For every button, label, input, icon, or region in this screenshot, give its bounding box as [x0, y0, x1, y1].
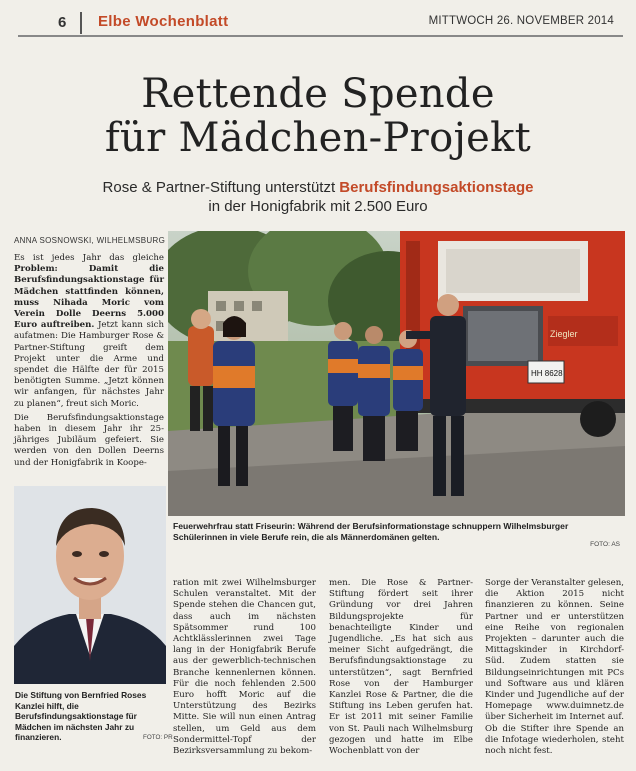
intro-text: Jetzt kann sich aufatmen: Die Hamburger Rose & Partner-Stiftung greift dem Projekt unter die Arme und spendet die Hälfte der für 2015 benötigten Summe. „Jetzt können wir anfangen, für nächstes Jahr zu planen“, freut sich Moric. — [14, 320, 165, 409]
portrait-caption: Die Stiftung von Bernfried Roses Kanzlei hilft, die Berufsfindungsaktionstage für Mädchen im nächsten Jahr zu finanzieren. — [15, 690, 147, 743]
fire-brigade-photo — [168, 231, 625, 516]
headline-line-1: Rettende Spende — [141, 71, 495, 117]
subheadline-line-2: in der Honigfabrik mit 2.500 Euro — [208, 198, 428, 215]
subheadline-highlight: Berufsfindungsaktionstage — [339, 179, 534, 196]
intro-lead: Es ist jedes Jahr das gleiche — [14, 253, 164, 263]
body-paragraph: men. Die Rose & Partner-Stiftung fördert seit ihrer Gründung vor drei Jahren Bildungsprojekte für benachteiligte Kinder und Jugendliche. „Es hat sich aus meiner Sicht aufgedrängt, die Berufsfindungsaktionstage zu unterstützen“, sagt Bernfried Rose von der Hamburger Kanzlei Rose & Partner, die die Stiftung ins Leben gerufen hat. Er ist 2011 mit seiner Familie von St. Pauli nach Wilhelmsburg gezogen und hatte im Elbe Wochenblatt von der — [329, 578, 473, 757]
page-number: 6 — [58, 14, 67, 31]
header-rule — [18, 35, 623, 37]
subheadline — [0, 178, 636, 216]
body-column-3 — [485, 578, 624, 757]
main-photo-credit: FOTO: AS — [590, 541, 620, 548]
intro-lead-bold: Problem: Damit die Berufsfindungsaktionstage für Mädchen stattfinden können, muss Nihada Moric vom Verein Dolle Deerns 5.000 Euro auftreiben. — [14, 264, 164, 331]
subheadline-text: Rose & Partner-Stiftung unterstützt — [102, 179, 340, 196]
truck-sign: Ziegler — [550, 329, 578, 339]
newspaper-name: Elbe Wochenblatt — [98, 13, 229, 30]
intro-paragraph-1 — [14, 253, 164, 410]
portrait-credit: FOTO: PR — [143, 734, 173, 741]
byline: ANNA SOSNOWSKI, WILHELMSBURG — [14, 236, 166, 245]
body-column-2 — [329, 578, 473, 757]
header-separator — [80, 12, 82, 34]
license-plate: HH 8628 — [531, 369, 563, 378]
intro-paragraph-2: Die Berufsfindungsaktionstage haben in diesem Jahr ihr 25-jähriges Jubiläum gefeiert. Sie werden von den Dollen Deerns und der Honigfabrik in Koope- — [14, 412, 164, 468]
main-photo — [168, 231, 625, 516]
headline — [0, 72, 636, 160]
subheadline-line-1 — [0, 178, 636, 197]
girl-group — [328, 322, 423, 461]
body-paragraph: ration mit zwei Wilhelmsburger Schulen veranstaltet. Mit der Spende stehen die Chancen gut, dass auch im nächsten Spätsommer rund 100 Achtklässlerinnen zwei Tage lang in der Honigfabrik Berufe aus der gewerblich-technischen Branche kennenlernen können. Für die noch fehlenden 2.500 Euro hofft Moric auf die Unterstützung des Bezirks Mitte. Sie will nun einen Antrag stellen, um Geld aus dem Sondermittel-Topf der Bezirksversammlung zu bekom- — [173, 578, 316, 757]
body-paragraph: Sorge der Veranstalter gelesen, die Aktion 2015 nicht finanzieren zu können. Seine Partner und er unterstützen eine Reihe von regionalen Projekten – darunter auch die Mittagskinder in Kirchdorf-Süd. Zudem statten sie Bildungseinrichtungen mit PCs und Software aus und klären Kinder und Jugendliche auf der Homepage www.duimnetz.de über Sicherheit im Internet auf. Ob die Stifter ihre Spende an die Infotage wiederholen, steht noch nicht fest. — [485, 578, 624, 757]
portrait-image — [14, 486, 166, 684]
main-photo-caption: Feuerwehrfrau statt Friseurin: Während der Berufsinformationstage schnuppern Wilhelmsburger Schülerinnen in viele Berufe rein, die als Männerdomänen gelten. — [173, 521, 569, 542]
portrait-photo — [14, 486, 166, 684]
headline-line-2: für Mädchen-Projekt — [104, 115, 532, 161]
body-column-1 — [173, 578, 316, 757]
intro-column — [14, 253, 164, 472]
issue-date: MITTWOCH 26. NOVEMBER 2014 — [428, 15, 614, 27]
